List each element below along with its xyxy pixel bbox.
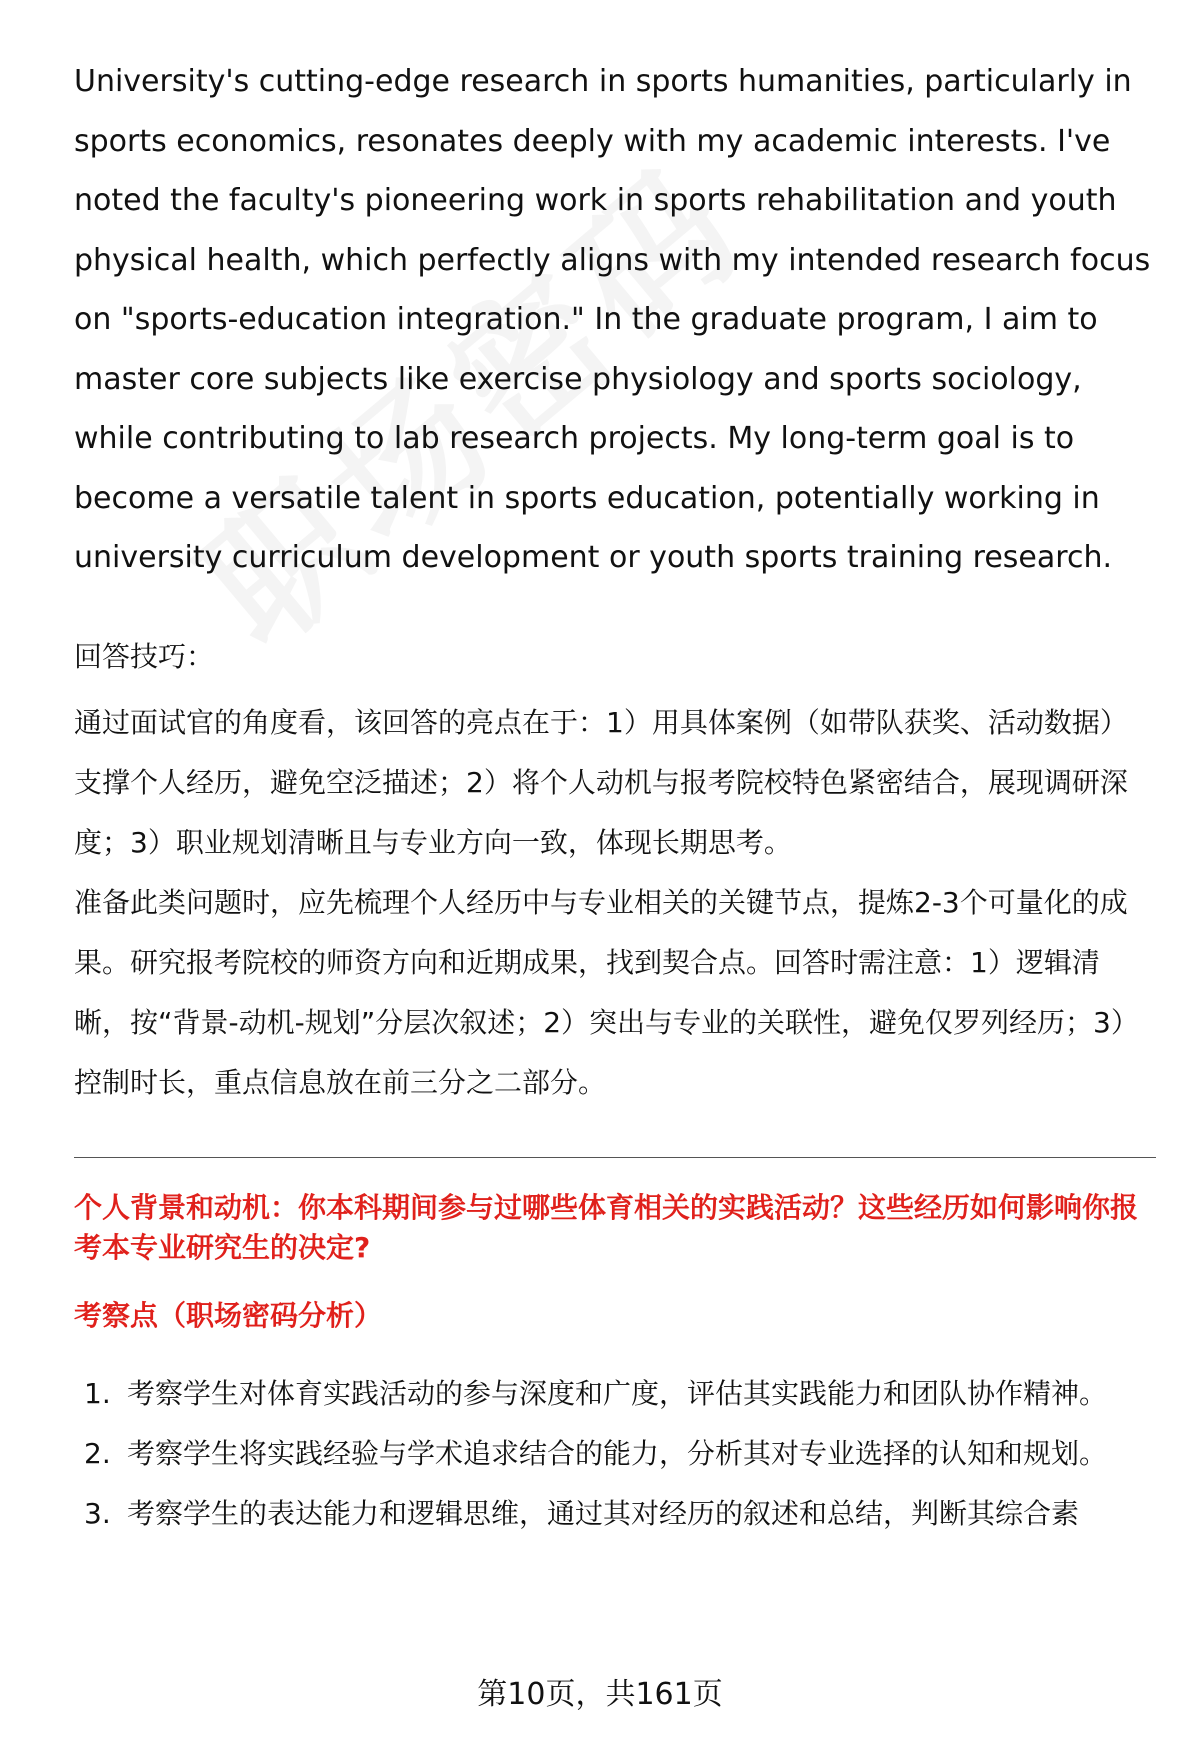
list-item-number: 3. [84,1496,111,1530]
list-item-text: 考察学生的表达能力和逻辑思维，通过其对经历的叙述和总结，判断其综合素 [127,1496,1080,1530]
list-item-number: 2. [84,1436,111,1470]
tips-paragraph: 准备此类问题时，应先梳理个人经历中与专业相关的关键节点，提炼2-3个可量化的成果。研究报考院校的师资方向和近期成果，找到契合点。回答时需注意：1）逻辑清晰，按“背景-动机-规划”分层次叙述；2）突出与专业的关联性，避免仅罗列经历；3）控制时长，重点信息放在前三分之二部分。 [74,885,1139,1099]
list-item [74,1424,1154,1484]
assessment-heading: 考察点（职场密码分析） [74,1298,383,1332]
answer-paragraph: University's cutting-edge research in sports humanities, particularly in sports economics, resonates deeply with my academic interests. I've noted the faculty's pioneering work in sports rehabilitation and youth physical health, which perfectly aligns with my intended research focus on "sports-education integration." In the graduate program, I aim to master core subjects like exercise physiology and sports sociology, while contributing to lab research projects. My long-term goal is to become a versatile talent in sports education, potentially working in university curriculum development or youth sports training research. [74,64,1151,575]
page-number-footer: 第10页，共161页 [477,1677,723,1712]
tips-heading: 回答技巧： [74,639,215,673]
list-item-text: 考察学生将实践经验与学术追求结合的能力，分析其对专业选择的认知和规划。 [127,1436,1108,1470]
list-item [74,1364,1154,1424]
page-content [74,52,1154,1544]
list-item-text: 考察学生对体育实践活动的参与深度和广度，评估其实践能力和团队协作精神。 [127,1376,1108,1410]
list-item [74,1484,1154,1544]
assessment-points-list [74,1364,1154,1544]
section-divider [74,1157,1156,1158]
tips-paragraph: 通过面试官的角度看，该回答的亮点在于：1）用具体案例（如带队获奖、活动数据）支撑个人经历，避免空泛描述；2）将个人动机与报考院校特色紧密结合，展现调研深度；3）职业规划清晰且与专业方向一致，体现长期思考。 [74,705,1128,859]
question-heading: 个人背景和动机：你本科期间参与过哪些体育相关的实践活动？这些经历如何影响你报考本专业研究生的决定? [74,1190,1139,1264]
list-item-number: 1. [84,1376,111,1410]
